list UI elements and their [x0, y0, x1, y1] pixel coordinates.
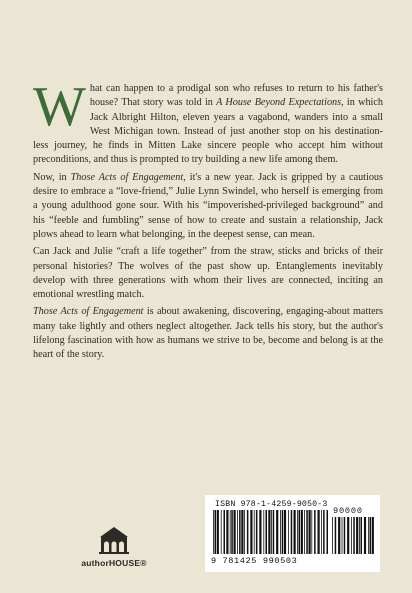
- barcode-bar: [241, 510, 243, 554]
- barcode-bar: [226, 510, 228, 554]
- barcode-bar: [332, 517, 333, 554]
- book-title-previous: A House Beyond Expectations: [216, 97, 342, 109]
- barcode-bar: [239, 510, 241, 554]
- barcode-bar: [256, 510, 258, 554]
- blurb-paragraph-4: Those Acts of Engagement is about awakening, discovering, engaging-about matters many take lightly and others neglect altogether. Jack tells his story, but the author's lifelong fascination with how as humans we strive to be, become and belong is at the heart of the story.: [33, 306, 383, 361]
- barcode-bar: [372, 517, 374, 554]
- barcode-bar: [335, 517, 337, 554]
- barcode-bar: [291, 510, 293, 554]
- barcode-bar: [299, 510, 301, 554]
- barcode-bar: [273, 510, 275, 554]
- barcode-bar: [359, 517, 360, 554]
- barcode-bar: [237, 510, 238, 554]
- barcode-bar: [230, 510, 231, 554]
- barcode-bar: [247, 510, 249, 554]
- barcode-bar: [370, 517, 372, 554]
- publisher-name: authorHOUSE®: [81, 558, 147, 568]
- barcode-bar: [318, 510, 320, 554]
- barcode-bar: [344, 517, 346, 554]
- barcode-bar: [224, 510, 226, 554]
- barcode-bar: [263, 510, 264, 554]
- blurb-text: [33, 76, 383, 366]
- barcode-bar: [304, 510, 305, 554]
- barcode-bar: [356, 517, 358, 554]
- barcode-bar: [280, 510, 281, 554]
- barcode-bar: [342, 517, 343, 554]
- barcode-bar: [351, 517, 352, 554]
- barcode-bar: [259, 510, 261, 554]
- barcode-bar: [327, 510, 329, 554]
- barcode-bar: [215, 510, 217, 554]
- barcode-bar: [321, 510, 322, 554]
- barcode-bar: [221, 510, 222, 554]
- ean-barcode-bars: [213, 510, 328, 554]
- barcode-bar: [268, 510, 270, 554]
- barcode-bar: [294, 510, 296, 554]
- isbn-barcode: [205, 495, 380, 572]
- barcode-bar: [311, 510, 312, 554]
- book-title: Those Acts of Engagement: [70, 171, 184, 183]
- publisher-block: [78, 522, 150, 568]
- barcode-bar: [234, 510, 236, 554]
- barcode-bar: [368, 517, 369, 554]
- barcode-bar: [309, 510, 311, 554]
- barcode-bar: [250, 510, 252, 554]
- barcode-bar: [244, 510, 245, 554]
- blurb-paragraph-1: What can happen to a prodigal son who refuses to return to his father's house? That story was told in A House Beyond Expectations, in which Jack Albright Hilton, eleven years a vagabond, wanders into a small West Michigan town. Instead of just another stop on his destination-less journey, he finds in Mitten Lake sincere people who accept him without preconditions, and thus is prompted to try building a new life among them.: [33, 76, 383, 166]
- barcode-bar: [288, 510, 289, 554]
- ean-digits: 9 781425 990503: [211, 556, 298, 566]
- barcode-bar: [271, 510, 272, 554]
- barcode-bar: [266, 510, 268, 554]
- barcode-bar: [217, 510, 219, 554]
- blurb-paragraph-3: Can Jack and Julie “craft a life together” from the straw, sticks and bricks of their personal histories? The wolves of the past show up. Entanglements inevitably develop with three generations with whom their lives are connected, inciting an emotional wrestling match.: [33, 246, 383, 301]
- barcode-bar: [364, 517, 366, 554]
- barcode-bar: [297, 510, 298, 554]
- barcode-bar: [254, 510, 255, 554]
- addon-barcode-bars: [332, 517, 374, 554]
- blurb-paragraph-2: Now, in Those Acts of Engagement, it's a new year. Jack is gripped by a cautious desire to embrace a “love-friend,” Julie Lynn Swindel, who herself is emerging from a young adulthood gone sour. With his “impoverished-privileged background” and his “feeble and fumbling” sense of how to create and sustain a relationship, Jack plows ahead to learn what belonging, in the deepest sense, can mean.: [33, 171, 383, 240]
- barcode-bar: [276, 510, 278, 554]
- barcode-bar: [284, 510, 286, 554]
- barcode-bar: [338, 517, 340, 554]
- drop-cap: W: [33, 76, 86, 138]
- book-title: Those Acts of Engagement: [33, 306, 144, 318]
- barcode-bar: [213, 510, 214, 554]
- price-addon-digits: 90000: [333, 506, 363, 516]
- barcode-bar: [301, 510, 303, 554]
- house-arches-logo-icon: [97, 522, 131, 556]
- barcode-bar: [347, 517, 349, 554]
- barcode-bar: [306, 510, 308, 554]
- barcode-bar: [361, 517, 363, 554]
- barcode-bar: [282, 510, 284, 554]
- isbn-label: ISBN 978-1-4259-9050-3: [215, 500, 328, 509]
- barcode-bar: [314, 510, 316, 554]
- barcode-bar: [323, 510, 325, 554]
- barcode-bar: [353, 517, 355, 554]
- barcode-bar: [231, 510, 233, 554]
